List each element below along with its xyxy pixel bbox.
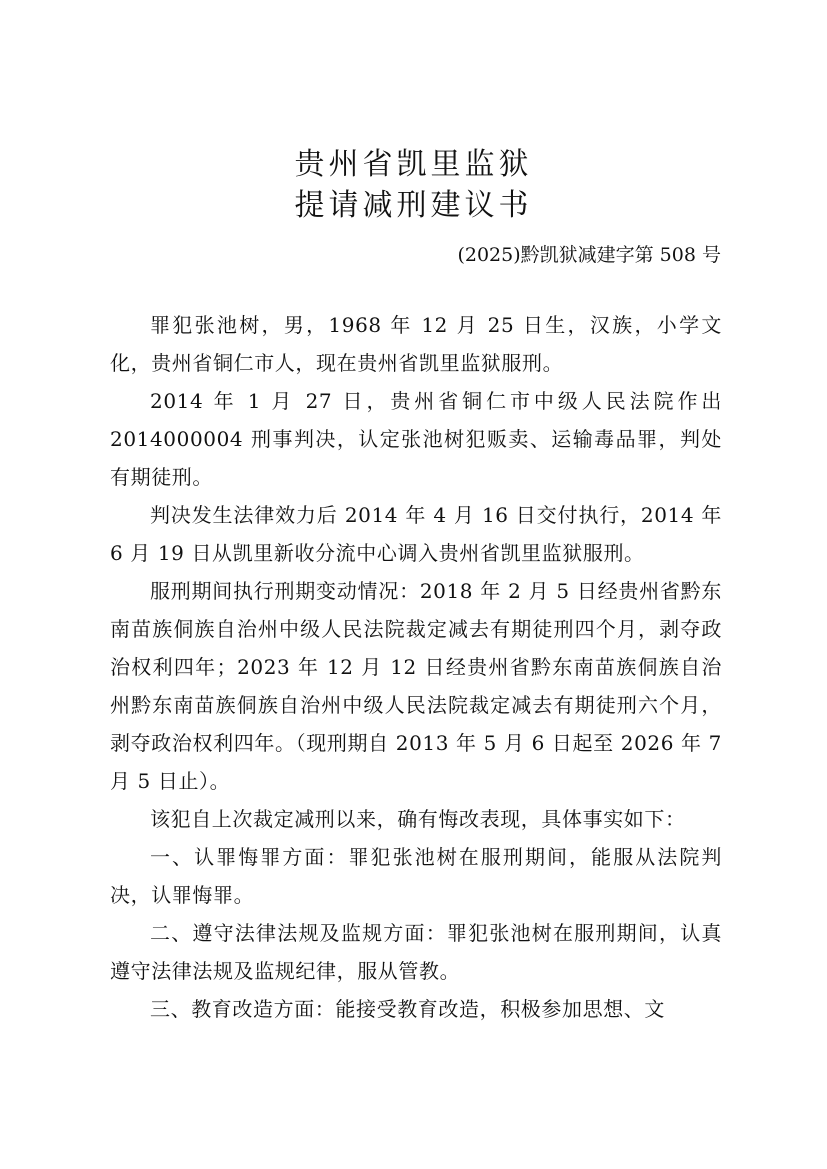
- document-body: [110, 306, 722, 1028]
- paragraph-original-judgment: 2014 年 1 月 27 日，贵州省铜仁市中级人民法院作出 2014000004 刑事判决，认定张池树犯贩卖、运输毒品罪，判处有期徒刑。: [110, 389, 722, 489]
- paragraph-sentence-changes: 服刑期间执行刑期变动情况：2018 年 2 月 5 日经贵州省黔东南苗族侗族自治州中级人民法院裁定减去有期徒刑四个月，剥夺政治权利四年；2023 年 12 月 12 日经贵州省黔东南苗族侗族自治州黔东南苗族侗族自治州中级人民法院裁定减去有期徒刑六个月，剥夺政治权利四年。（现刑期自 2013 年 5 月 6 日起至 2026 年 7 月 5 日止）。: [110, 579, 722, 793]
- paragraph-repentance-intro: 该犯自上次裁定减刑以来，确有悔改表现，具体事实如下：: [150, 807, 686, 831]
- document-title-line-2: 提请减刑建议书: [294, 188, 533, 223]
- paragraph-education: 三、教育改造方面：能接受教育改造，积极参加思想、文: [150, 997, 665, 1021]
- paragraph-execution: 判决发生法律效力后 2014 年 4 月 16 日交付执行，2014 年 6 月 19 日从凯里新收分流中心调入贵州省凯里监狱服刑。: [110, 503, 722, 565]
- paragraph-prisoner-info: 罪犯张池树，男，1968 年 12 月 25 日生，汉族，小学文化，贵州省铜仁市人，现在贵州省凯里监狱服刑。: [110, 313, 722, 375]
- document-number: (2025)黔凯狱减建字第 508 号: [457, 244, 721, 266]
- paragraph-confession: 一、认罪悔罪方面：罪犯张池树在服刑期间，能服从法院判决，认罪悔罪。: [110, 845, 722, 907]
- paragraph-law-compliance: 二、遵守法律法规及监规方面：罪犯张池树在服刑期间，认真遵守法律法规及监规纪律，服从管教。: [110, 921, 722, 983]
- document-title-line-1: 贵州省凯里监狱: [294, 147, 533, 182]
